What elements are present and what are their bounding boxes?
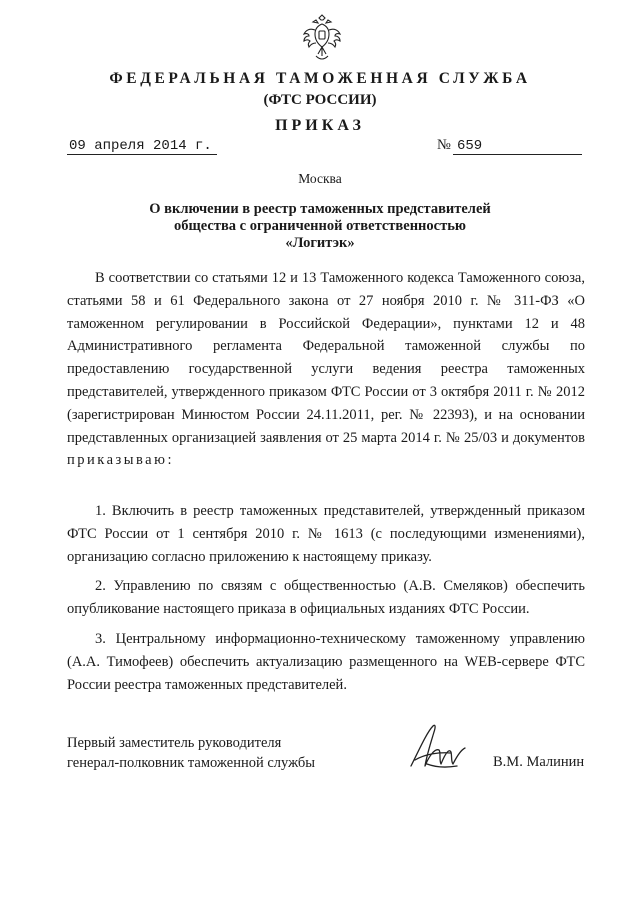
order-item-3 (67, 628, 585, 696)
signatory-role-line-2: генерал-полковник таможенной службы (67, 755, 316, 771)
city: Москва (298, 171, 342, 186)
signatory-role (67, 733, 315, 773)
order-number-label: № (437, 137, 451, 153)
preamble-text: В соответствии со статьями 12 и 13 Таможенного кодекса Таможенного союза, статьями 58 и 61 Федерального закона от 27 ноября 2010 г. № 311-ФЗ «О таможенном регулировании в Российской Федерации», пунктами 12 и 48 Административного регламента Федеральной таможенной службы по предоставлению государственной услуги ведения реестра таможенных представителей, утвержденного приказом ФТС России от 3 октября 2011 г. № 2012 (зарегистрирован Минюстом России 24.11.2011, рег. № 22393), и на основании представленных организацией заявления от 25 марта 2014 г. № 25/03 и документов (67, 270, 585, 446)
order-item-1-text: 1. Включить в реестр таможенных представителей, утвержденный приказом ФТС России от 1 сентября 2010 г. № 1613 (с последующими изменениями), организацию согласно приложению к настоящему приказу. (67, 503, 585, 565)
title-line-1: О включении в реестр таможенных представителей (149, 201, 491, 217)
preamble-end: : (167, 452, 172, 469)
document-type: ПРИКАЗ (275, 117, 365, 134)
agency-short-name: (ФТС РОССИИ) (263, 92, 377, 108)
coat-of-arms-icon (301, 14, 343, 62)
handwritten-signature-icon (405, 720, 475, 778)
title-line-3: «Логитэк» (285, 235, 355, 251)
order-item-3-text: 3. Центральному информационно-техническому таможенному управлению (А.А. Тимофеев) обеспечить актуализацию размещенного на WEB-сервере ФТС России реестра таможенных представителей. (67, 631, 585, 693)
signatory-name: В.М. Малинин (493, 754, 585, 770)
order-date: 09 апреля 2014 г. (67, 138, 217, 155)
preamble-paragraph (67, 267, 585, 472)
order-title (0, 201, 640, 252)
order-item-1 (67, 500, 585, 568)
order-item-2 (67, 575, 585, 621)
agency-name: ФЕДЕРАЛЬНАЯ ТАМОЖЕННАЯ СЛУЖБА (109, 70, 531, 87)
signatory-role-line-1: Первый заместитель руководителя (67, 735, 282, 751)
title-line-2: общества с ограниченной ответственностью (174, 218, 466, 234)
order-number: 659 (453, 138, 582, 155)
order-word: приказываю (67, 452, 168, 469)
order-item-2-text: 2. Управлению по связям с общественностью (А.В. Смеляков) обеспечить опубликование настоящего приказа в официальных изданиях ФТС России. (67, 578, 585, 617)
